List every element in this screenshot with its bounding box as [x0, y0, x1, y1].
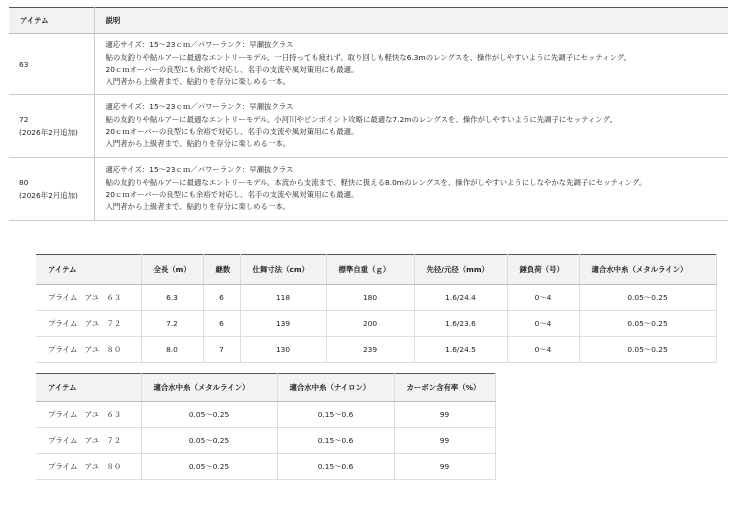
column-header-item: アイテム [36, 374, 141, 402]
cell-metal-line: 0.05～0.25 [141, 402, 277, 428]
cell-item: プライム アユ ６３ [36, 285, 141, 311]
description-row [9, 34, 728, 95]
description-row [9, 95, 728, 158]
cell-nylon-line: 0.15～0.6 [277, 454, 394, 480]
column-header-item: アイテム [9, 8, 94, 34]
description-row [9, 158, 728, 221]
cell-diameter: 1.6/23.6 [414, 311, 507, 337]
cell-closed-length: 118 [240, 285, 326, 311]
cell-item: プライム アユ ７２ [36, 311, 141, 337]
item-code: 63 [19, 59, 29, 69]
cell-carbon-content: 99 [394, 402, 495, 428]
table-row [36, 402, 495, 428]
item-cell [9, 158, 94, 221]
description-cell [94, 158, 728, 221]
column-header-item: アイテム [36, 255, 141, 285]
item-code: 80 [19, 178, 29, 187]
description-cell [94, 95, 728, 158]
cell-metal-line: 0.05～0.25 [579, 285, 716, 311]
cell-nylon-line: 0.15～0.6 [277, 428, 394, 454]
column-header-nylon-line: 適合水中糸（ナイロン） [277, 374, 394, 402]
cell-item: プライム アユ ８０ [36, 337, 141, 363]
description-line: 鮎の友釣りや鮎ルアーに最適なエントリーモデル。一日持っても疲れず、取り回しも軽快な6.3mのレングスを、操作がしやすいように先調子にセッティング。 [105, 52, 632, 62]
spec-table-main [36, 254, 717, 363]
column-header-sinker-load: 錘負荷（号） [507, 255, 579, 285]
item-cell [9, 34, 94, 95]
cell-diameter: 1.6/24.5 [414, 337, 507, 363]
cell-metal-line: 0.05～0.25 [141, 428, 277, 454]
column-header-metal-line: 適合水中糸（メタルライン） [141, 374, 277, 402]
item-code: 72 [19, 115, 29, 124]
description-table [9, 7, 728, 221]
column-header-length: 全長（m） [141, 255, 203, 285]
item-added-note: (2026年2月追加) [19, 191, 78, 200]
cell-length: 8.0 [141, 337, 203, 363]
description-line: 入門者から上級者まで、鮎釣りを存分に楽しめる一本。 [105, 139, 291, 149]
description-line: 20ｃｍオーバーの良型にも余裕で対応し、名手の支流や風対策用にも最適。 [105, 127, 359, 136]
cell-sinker-load: 0～4 [507, 285, 579, 311]
spec-header-row [36, 374, 495, 402]
cell-sections: 6 [203, 285, 240, 311]
cell-nylon-line: 0.15～0.6 [277, 402, 394, 428]
cell-metal-line: 0.05～0.25 [579, 337, 716, 363]
cell-length: 6.3 [141, 285, 203, 311]
description-line: 鮎の友釣りや鮎ルアーに最適なエントリーモデル。本流から支流まで、軽快に扱える8.0mのレングスを、操作がしやすいようにしなやかな先調子にセッティング。 [105, 177, 647, 187]
table-row [36, 285, 716, 311]
cell-diameter: 1.6/24.4 [414, 285, 507, 311]
description-line: 適応サイズ：15～23ｃｍ／パワーランク：早瀬抜クラス [105, 40, 294, 50]
description-header-row [9, 8, 728, 34]
column-header-closed-length: 仕舞寸法（cm） [240, 255, 326, 285]
cell-sections: 6 [203, 311, 240, 337]
description-line: 20ｃｍオーバーの良型にも余裕で対応し、名手の支流や風対策用にも最適。 [105, 65, 359, 74]
column-header-carbon-content: カーボン含有率（%） [394, 374, 495, 402]
cell-item: プライム アユ ７２ [36, 428, 141, 454]
table-row [36, 337, 716, 363]
description-line: 入門者から上級者まで、鮎釣りを存分に楽しめる一本。 [105, 202, 291, 212]
description-cell [94, 34, 728, 95]
description-line: 20ｃｍオーバーの良型にも余裕で対応し、名手の支流や風対策用にも最適。 [105, 190, 359, 199]
cell-length: 7.2 [141, 311, 203, 337]
cell-metal-line: 0.05～0.25 [141, 454, 277, 480]
description-line: 鮎の友釣りや鮎ルアーに最適なエントリーモデル。小河川やピンポイント攻略に最適な7.2mのレングスを、操作がしやすいように先調子にセッティング。 [105, 114, 618, 124]
cell-item: プライム アユ ８０ [36, 454, 141, 480]
spec-table-lines [36, 373, 496, 480]
description-line: 適応サイズ：15～23ｃｍ／パワーランク：早瀬抜クラス [105, 165, 294, 175]
table-row [36, 454, 495, 480]
column-header-sections: 継数 [203, 255, 240, 285]
item-added-note: (2026年2月追加) [19, 128, 78, 137]
description-line: 適応サイズ：15～23ｃｍ／パワーランク：早瀬抜クラス [105, 102, 294, 112]
cell-weight: 200 [326, 311, 414, 337]
item-cell [9, 95, 94, 158]
cell-metal-line: 0.05～0.25 [579, 311, 716, 337]
table-row [36, 311, 716, 337]
cell-weight: 239 [326, 337, 414, 363]
column-header-weight: 標準自重（ｇ） [326, 255, 414, 285]
cell-sinker-load: 0～4 [507, 337, 579, 363]
column-header-diameter: 先径/元径（mm） [414, 255, 507, 285]
cell-carbon-content: 99 [394, 428, 495, 454]
cell-sinker-load: 0～4 [507, 311, 579, 337]
column-header-metal-line: 適合水中糸（メタルライン） [579, 255, 716, 285]
cell-sections: 7 [203, 337, 240, 363]
cell-weight: 180 [326, 285, 414, 311]
table-row [36, 428, 495, 454]
cell-carbon-content: 99 [394, 454, 495, 480]
cell-closed-length: 139 [240, 311, 326, 337]
cell-closed-length: 130 [240, 337, 326, 363]
cell-item: プライム アユ ６３ [36, 402, 141, 428]
description-line: 入門者から上級者まで、鮎釣りを存分に楽しめる一本。 [105, 77, 291, 87]
column-header-description: 説明 [94, 8, 728, 34]
spec-header-row [36, 255, 716, 285]
